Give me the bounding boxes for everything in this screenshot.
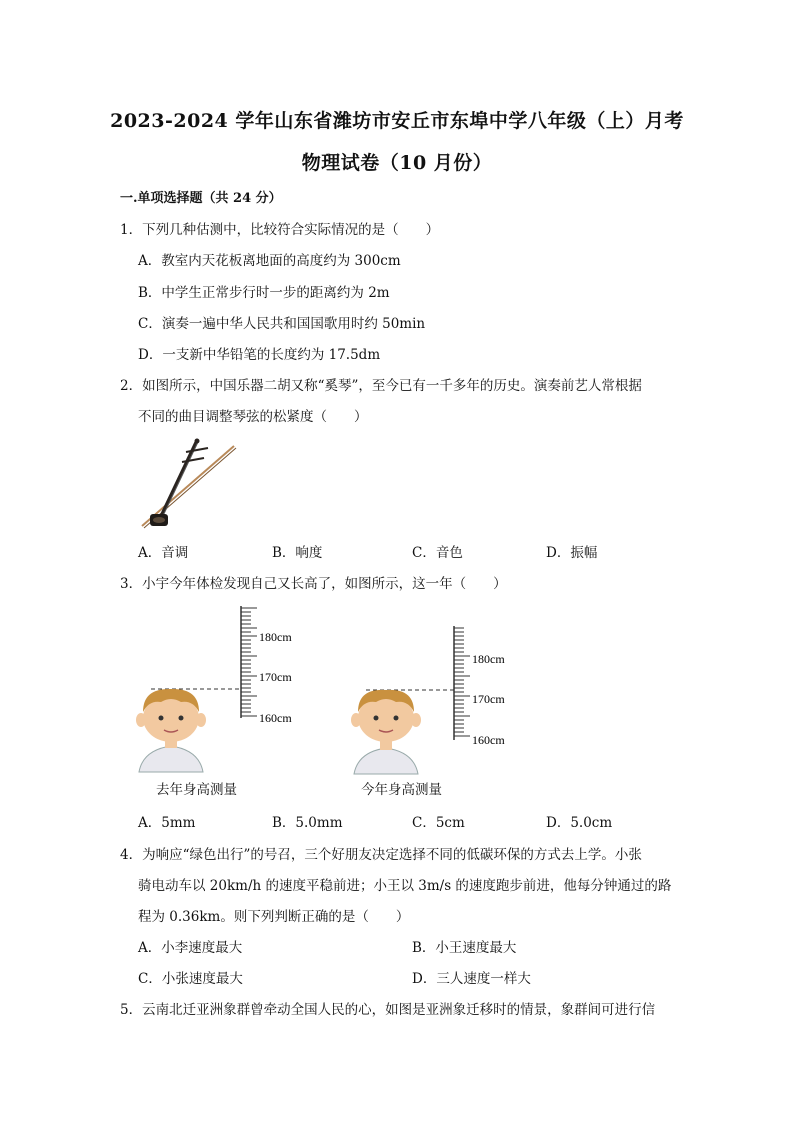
caption-this-year: 今年身高测量 — [361, 782, 442, 798]
ruler-mark-180-right: 180cm — [472, 652, 505, 666]
q2-option-b: B．响度 — [272, 545, 323, 561]
q1-option-d: D．一支新中华铅笔的长度约为 17.5dm — [138, 347, 381, 363]
boy-avatar-left — [136, 689, 206, 772]
question-2-stem-cont: 不同的曲目调整琴弦的松紧度（ ） — [138, 409, 368, 425]
height-figure-this-year — [350, 620, 550, 778]
q2-option-d: D．振幅 — [546, 545, 598, 561]
question-3-stem: 3．小宇今年体检发现自己又长高了，如图所示，这一年（ ） — [120, 576, 507, 592]
ruler-mark-160-right: 160cm — [472, 733, 505, 747]
q4-option-a: A．小李速度最大 — [138, 940, 243, 956]
question-5-stem: 5．云南北迁亚洲象群曾牵动全国人民的心，如图是亚洲象迁移时的情景，象群间可进行信 — [120, 1002, 656, 1018]
q4-option-b: B．小王速度最大 — [412, 940, 517, 956]
q3-option-d: D．5.0cm — [546, 815, 613, 831]
q2-option-c: C．音色 — [412, 545, 463, 561]
height-figure-last-year — [135, 600, 335, 775]
question-2-stem: 2．如图所示，中国乐器二胡又称“奚琴”，至今已有一千多年的历史。演奏前艺人常根据 — [120, 378, 642, 394]
caption-last-year: 去年身高测量 — [156, 782, 237, 798]
q2-option-a: A．音调 — [138, 545, 189, 561]
q1-option-c: C．演奏一遍中华人民共和国国歌用时约 50min — [138, 316, 426, 332]
question-4-stem-cont: 骑电动车以 20km/h 的速度平稳前进；小王以 3m/s 的速度跑步前进，他每分钟通过的路 — [138, 878, 672, 894]
q3-option-c: C．5cm — [412, 815, 465, 831]
question-1-stem: 1．下列几种估测中，比较符合实际情况的是（ ） — [120, 222, 440, 238]
q1-option-b: B．中学生正常步行时一步的距离约为 2m — [138, 285, 390, 301]
ruler-mark-170-right: 170cm — [472, 692, 505, 706]
ruler-ticks-left — [241, 608, 257, 716]
erhu-illustration — [138, 438, 238, 530]
section-heading: 一.单项选择题（共 24 分） — [120, 191, 282, 206]
q4-option-c: C．小张速度最大 — [138, 971, 243, 987]
q3-option-a: A．5mm — [138, 815, 196, 831]
ruler-mark-160-left: 160cm — [259, 711, 292, 725]
question-4-stem: 4．为响应“绿色出行”的号召，三个好朋友决定选择不同的低碳环保的方式去上学。小张 — [120, 847, 642, 863]
exam-title-line1: 2023-2024 学年山东省潍坊市安丘市东埠中学八年级（上）月考 — [110, 110, 684, 132]
q4-option-d: D．三人速度一样大 — [412, 971, 531, 987]
exam-title-line2: 物理试卷（10 月份） — [301, 152, 493, 174]
q1-option-a: A．教室内天花板离地面的高度约为 300cm — [138, 253, 401, 269]
ruler-mark-170-left: 170cm — [259, 670, 292, 684]
question-4-stem-cont2: 程为 0.36km。则下列判断正确的是（ ） — [138, 909, 410, 925]
q3-option-b: B．5.0mm — [272, 815, 343, 831]
ruler-ticks-right — [454, 628, 470, 736]
boy-avatar-right — [351, 690, 421, 774]
ruler-mark-180-left: 180cm — [259, 630, 292, 644]
